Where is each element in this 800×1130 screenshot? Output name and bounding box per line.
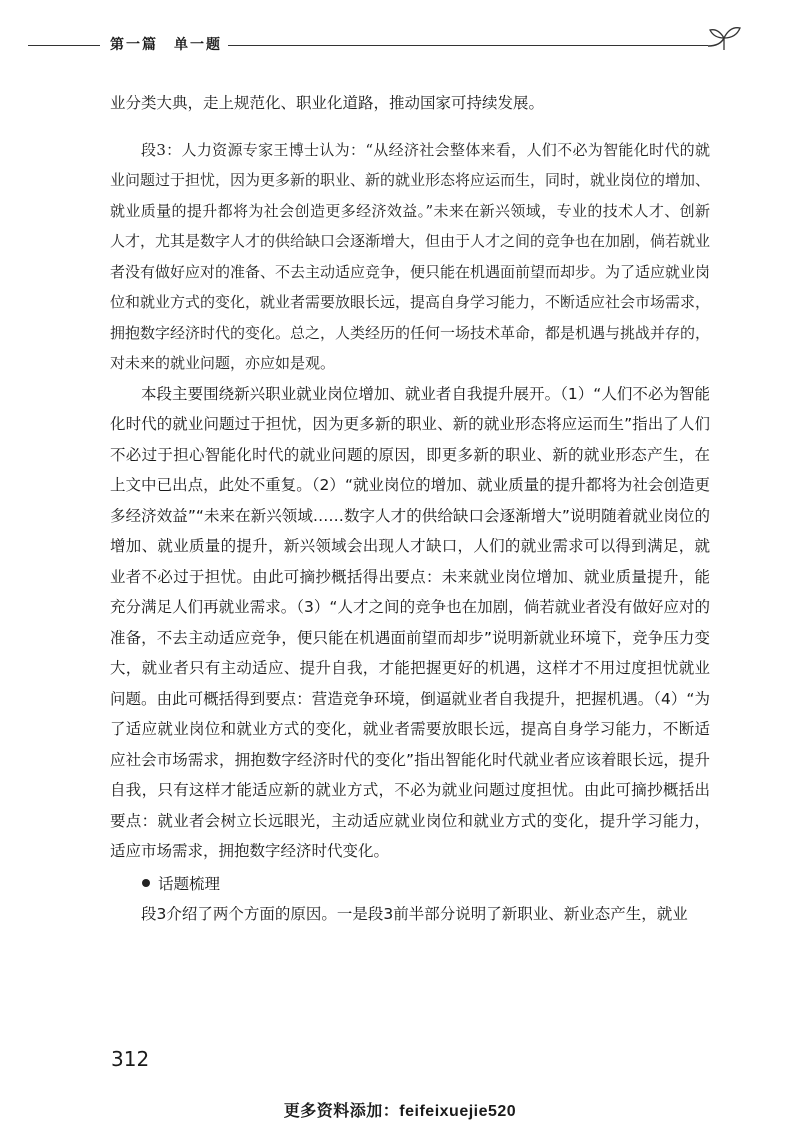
analysis-paragraph: 本段主要围绕新兴职业就业岗位增加、就业者自我提升展开。（1）“人们不必为智能化时代的就业问题过于担忧，因为更多新的职业、新的就业形态将应运而生”指出了人们不必过于担心智能化时代的就业问题的原因，即更多新的职业、新的就业形态产生，在上文中已出点，此处不重复。（2）“就业岗位的增加、就业质量的提升都将为社会创造更多经济效益”“未来在新兴领域……数字人才的供给缺口会逐渐增大”说明随着就业岗位的增加、就业质量的提升，新兴领域会出现人才缺口，人们的就业需求可以得到满足，就业者不必过于担忧。由此可摘抄概括得出要点：未来就业岗位增加、就业质量提升，能充分满足人们再就业需求。（3）“人才之间的竞争也在加剧，倘若就业者没有做好应对的准备，不去主动适应竞争，便只能在机遇面前望而却步”说明新就业环境下，竞争压力变大，就业者只有主动适应、提升自我，才能把握更好的机遇，这样才不用过度担忧就业问题。由此可概括得到要点：营造竞争环境，倒逼就业者自我提升，把握机遇。（4）“为了适应就业岗位和就业方式的变化，就业者需要放眼长远，提高自身学习能力，不断适应社会市场需求，拥抱数字经济时代的变化”指出智能化时代就业者应该着眼长远，提升自我，只有这样才能适应新的就业方式，不必为就业问题过度担忧。由此可摘抄概括出要点：就业者会树立长远眼光，主动适应就业岗位和就业方式的变化，提升学习能力，适应市场需求，拥抱数字经济时代变化。: [110, 384, 710, 860]
paragraph-continuation: 业分类大典，走上规范化、职业化道路，推动国家可持续发展。: [110, 94, 545, 112]
quoted-paragraph-3: 段3：人力资源专家王博士认为：“从经济社会整体来看，人们不必为智能化时代的就业问题过于担忧，因为更多新的职业、新的就业形态将应运而生，同时，就业岗位的增加、就业质量的提升都将为社会创造更多经济效益。”未来在新兴领域，专业的技术人才、创新人才，尤其是数字人才的供给缺口会逐渐增大，但由于人才之间的竞争也在加剧，倘若就业者没有做好应对的准备、不去主动适应竞争，便只能在机遇面前望而却步。为了适应就业岗位和就业方式的变化，就业者需要放眼长远，提高自身学习能力，不断适应社会市场需求，拥抱数字经济时代的变化。总之，人类经历的任何一场技术革命，都是机遇与挑战并存的，对未来的就业问题，亦应如是观。: [110, 140, 711, 372]
section-title: 第一篇 单一题: [110, 37, 222, 53]
footer-note: [0, 1098, 800, 1121]
page-number: 312: [111, 1047, 150, 1071]
header-rule-left: [28, 45, 100, 46]
running-header: [28, 30, 768, 60]
footer-prefix: 更多资料添加：: [283, 1101, 400, 1120]
footer-handle: feifeixuejie520: [399, 1103, 517, 1120]
sprout-icon: [704, 24, 744, 54]
topic-paragraph: 段3介绍了两个方面的原因。一是段3前半部分说明了新职业、新业态产生，就业: [141, 905, 688, 923]
topic-heading: [110, 869, 710, 900]
bullet-icon: [142, 879, 150, 887]
topic-heading-label: 话题梳理: [158, 874, 221, 893]
page-body: [110, 88, 710, 930]
header-rule-right: [228, 45, 708, 46]
